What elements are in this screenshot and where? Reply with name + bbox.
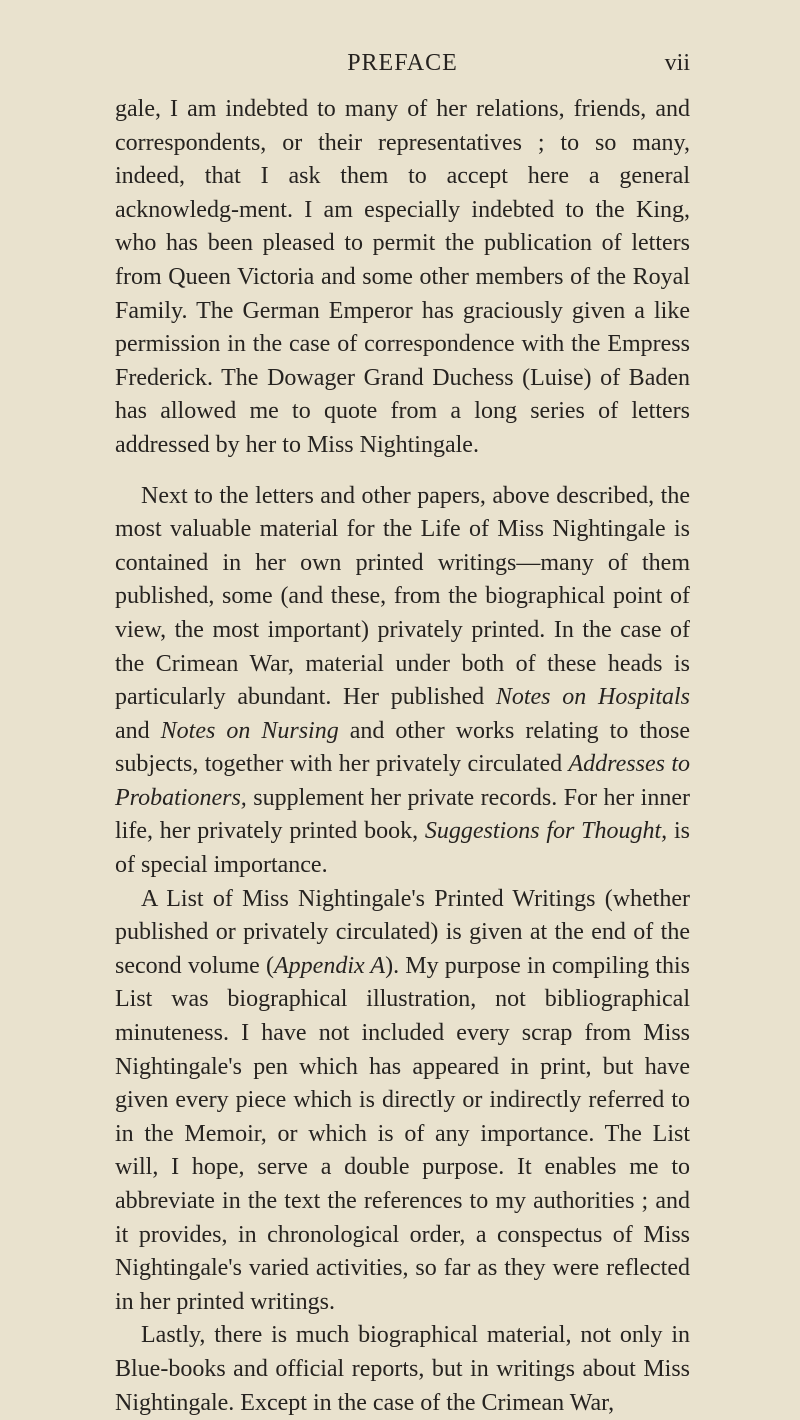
body-text [115, 93, 690, 1420]
paragraph-1: gale, I am indebted to many of her relations, friends, and correspondents, or their representatives ; to so many, indeed, that I ask them to accept here a general acknowledg-ment. I am especially indebted to the King, who has been pleased to permit the publication of letters from Queen Victoria and some other members of the Royal Family. The German Emperor has graciously given a like permission in the case of correspondence with the Empress Frederick. The Dowager Grand Duchess (Luise) of Baden has allowed me to quote from a long series of letters addressed by her to Miss Nightingale. [115, 96, 690, 458]
running-title: PREFACE [347, 50, 458, 76]
paragraph-2-text-b: and [115, 717, 161, 744]
paragraph-2-text-d: supplement her private records. For her inner life, her privately printed book, [115, 784, 690, 845]
page-number: vii [664, 50, 690, 76]
title-addresses-to-probationers: Addresses to Probationers, [115, 751, 691, 811]
paragraph-2 [115, 480, 690, 883]
paragraph-2-text-e: is of special importance. [115, 818, 690, 879]
paragraph-3-text-a: A List of Miss Nightingale's Printed Writings (whether published or privately circulated) is given at the end of the second volume ( [115, 885, 690, 979]
title-notes-on-nursing: Notes on Nursing [160, 717, 339, 744]
paragraph-4: Lastly, there is much biographical material, not only in Blue-books and official reports, but in writings about Miss Nightingale. Except in the case of the Crimean War, [115, 1322, 690, 1416]
paragraph-3-text-b: ). My purpose in compiling this List was biographical illustration, not bibliographical minuteness. I have not included every scrap from Miss Nightingale's pen which has appeared in print, but have given every piece which is directly or indirectly referred to in the Memoir, or which is of any importance. The List will, I hope, serve a double purpose. It enables me to abbreviate in the text the references to my authorities ; and it provides, in chronological order, a conspectus of Miss Nightingale's varied activities, so far as they were reflected in her printed writings. [115, 952, 691, 1315]
title-suggestions-for-thought: Suggestions for Thought, [424, 818, 668, 845]
title-notes-on-hospitals: Notes on Hospitals [495, 684, 691, 711]
paragraph-3 [115, 883, 690, 1320]
paragraph-2-text-a: Next to the letters and other papers, above described, the most valuable material for the Life of Miss Nightingale is contained in her own printed writings—many of them published, some (and these, from the biographical point of view, the most important) privately printed. In the case of the Crimean War, material under both of these heads is particularly abundant. Her published [115, 482, 690, 711]
running-head [115, 0, 690, 80]
paragraph-2-text-c: and other works relating to those subjects, together with her privately circulated [115, 717, 691, 778]
appendix-reference: Appendix A [274, 952, 386, 979]
